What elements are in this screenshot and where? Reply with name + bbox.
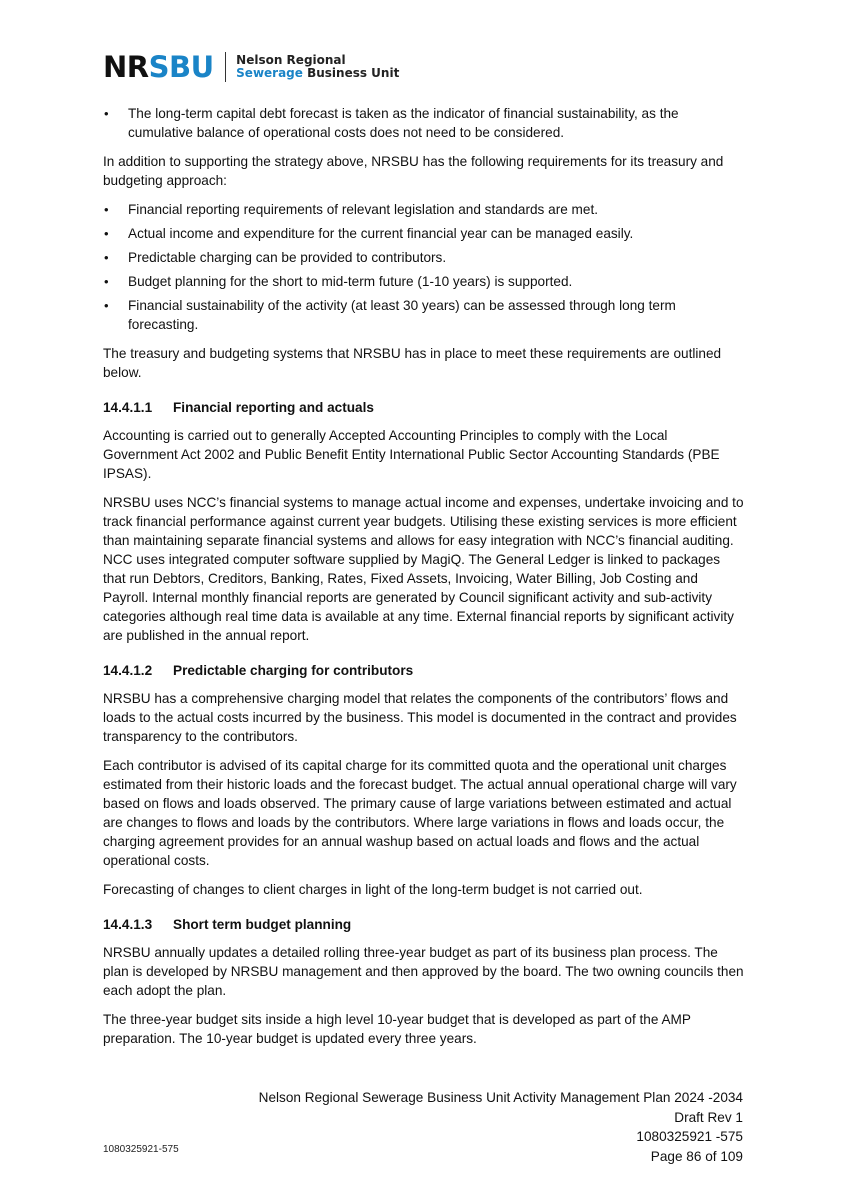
list-item: • The long-term capital debt forecast is taken as the indicator of financial sustainability, as the cumulative balance of operational costs does not need to be considered.	[103, 104, 745, 142]
logo-subtitle: Nelson Regional Sewerage Business Unit	[236, 52, 400, 80]
section-number: 14.4.1.1	[103, 400, 153, 415]
section-heading	[103, 661, 745, 680]
nrsbu-logo	[103, 50, 399, 84]
section-number: 14.4.1.2	[103, 663, 153, 678]
section-heading	[103, 398, 745, 417]
footer-draft-revision: Draft Rev 1	[674, 1109, 743, 1125]
list-item: • Predictable charging can be provided to contributors.	[103, 248, 745, 267]
footer-document-title: Nelson Regional Sewerage Business Unit Activity Management Plan 2024 -2034	[258, 1090, 743, 1105]
paragraph: NRSBU annually updates a detailed rolling three-year budget as part of its business plan process. The plan is developed by NRSBU management and then approved by the board. The two owning councils then each adopt the plan.	[103, 945, 744, 998]
section-title: Financial reporting and actuals	[173, 400, 374, 415]
paragraph: The three-year budget sits inside a high level 10-year budget that is developed as part of the AMP preparation. The 10-year budget is updated every three years.	[103, 1012, 691, 1046]
list-item: • Actual income and expenditure for the current financial year can be managed easily.	[103, 224, 745, 243]
document-body	[103, 104, 745, 1058]
list-item: • Budget planning for the short to mid-term future (1-10 years) is supported.	[103, 272, 745, 291]
requirements-list	[103, 200, 745, 334]
paragraph: Each contributor is advised of its capital charge for its committed quota and the operational unit charges estimated from their historic loads and the forecast budget. The actual annual operational charge will vary based on flows and loads observed. The primary cause of large variations between estimated and actual are changes to flows and loads by the contributors. Where large variations in flows and loads occur, the charging agreement provides for an annual washup based on actual loads and flows and the actual operational costs.	[103, 758, 737, 868]
page-footer	[259, 1088, 743, 1166]
section-title: Predictable charging for contributors	[173, 663, 414, 678]
section-heading	[103, 915, 745, 934]
list-item: • Financial reporting requirements of relevant legislation and standards are met.	[103, 200, 745, 219]
paragraph: NRSBU uses NCC’s financial systems to manage actual income and expenses, undertake invoicing and to track financial performance against current year budgets. Utilising these existing services is more efficient than maintaining separate financial systems and allows for easy integration with NCC’s financial auditing. NCC uses integrated computer software supplied by MagiQ. The General Ledger is linked to packages that run Debtors, Creditors, Banking, Rates, Fixed Assets, Invoicing, Water Billing, Job Costing and Payroll. Internal monthly financial reports are generated by Council significant activity and sub-activity categories although real time data is available at any time. External financial reports by significant activity are published in the annual report.	[103, 495, 744, 643]
paragraph: Forecasting of changes to client charges in light of the long-term budget is not carried out.	[103, 882, 643, 897]
footer-document-id: 1080325921 -575	[636, 1129, 743, 1144]
list-item: • Financial sustainability of the activity (at least 30 years) can be assessed through long term forecasting.	[103, 296, 745, 334]
paragraph: In addition to supporting the strategy above, NRSBU has the following requirements for its treasury and budgeting approach:	[103, 154, 724, 188]
section-number: 14.4.1.3	[103, 917, 153, 932]
logo-wordmark: NRSBU	[103, 50, 214, 84]
logo-divider	[225, 52, 227, 82]
intro-bullet-list	[103, 104, 745, 142]
paragraph: Accounting is carried out to generally Accepted Accounting Principles to comply with the Local Government Act 2002 and Public Benefit Entity International Public Sector Accounting Standards (PBE IPSAS).	[103, 428, 720, 481]
paragraph: NRSBU has a comprehensive charging model that relates the components of the contributors’ flows and loads to the actual costs incurred by the business. This model is documented in the contract and provides transparency to the contributors.	[103, 691, 737, 744]
footer-page-number: Page 86 of 109	[650, 1148, 743, 1164]
paragraph: The treasury and budgeting systems that NRSBU has in place to meet these requirements are outlined below.	[103, 346, 722, 380]
footer-left-id: 1080325921-575	[103, 1144, 179, 1155]
section-title: Short term budget planning	[173, 917, 352, 932]
